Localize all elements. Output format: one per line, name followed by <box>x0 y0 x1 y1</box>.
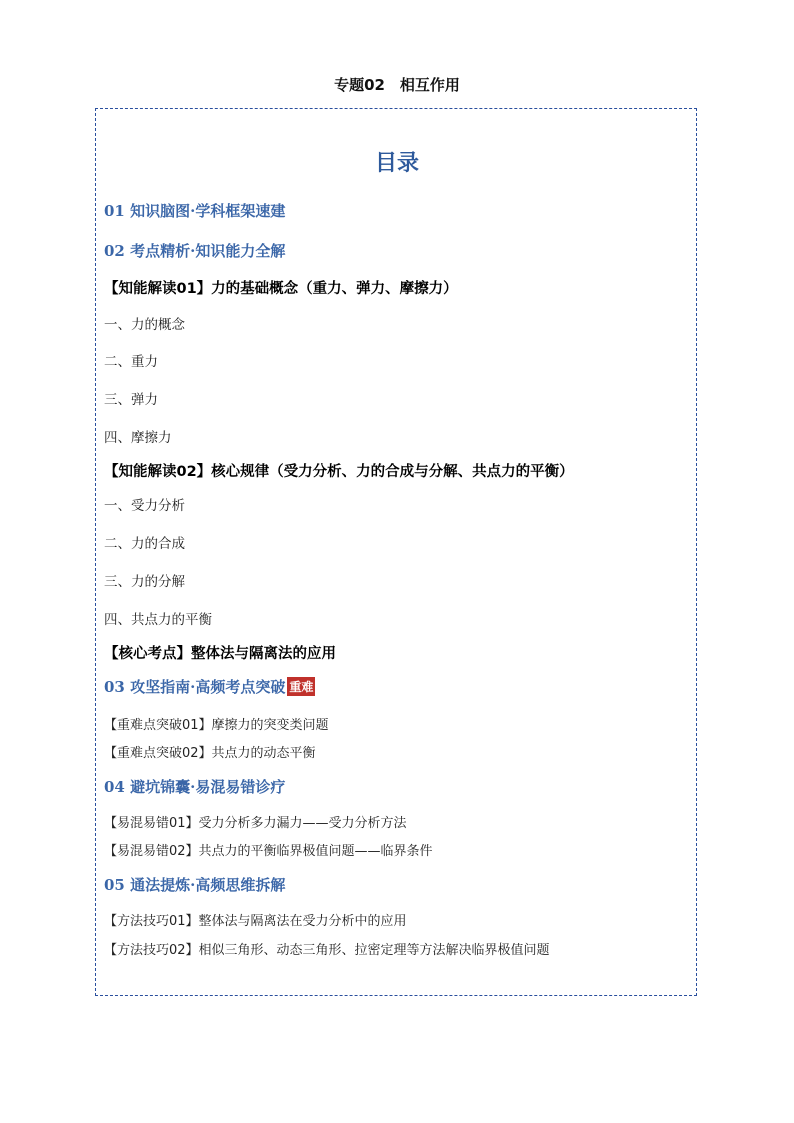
toc-item-pitfall-01[interactable]: 【易混易错01】受力分析多力漏力——受力分析方法 <box>104 816 407 831</box>
difficulty-badge: 重难 <box>287 677 315 696</box>
toc-entry-core-point[interactable]: 【核心考点】整体法与隔离法的应用 <box>104 646 336 662</box>
toc-section-03-label: 03 攻坚指南·高频考点突破 <box>104 678 286 696</box>
toc-item-force-analysis[interactable]: 一、受力分析 <box>104 498 185 514</box>
toc-heading: 目录 <box>374 151 419 176</box>
toc-item-friction[interactable]: 四、摩擦力 <box>104 430 172 446</box>
toc-item-elastic-force[interactable]: 三、弹力 <box>104 392 158 408</box>
toc-section-01[interactable]: 01 知识脑图·学科框架速建 <box>104 202 286 220</box>
toc-item-breakthrough-02[interactable]: 【重难点突破02】共点力的动态平衡 <box>104 746 316 761</box>
document-title: 专题02 相互作用 <box>334 76 460 94</box>
toc-entry-knowledge-02[interactable]: 【知能解读02】核心规律（受力分析、力的合成与分解、共点力的平衡） <box>104 464 574 480</box>
toc-section-05[interactable]: 05 通法提炼·高频思维拆解 <box>104 876 286 894</box>
toc-section-04[interactable]: 04 避坑锦囊·易混易错诊疗 <box>104 778 286 796</box>
toc-item-pitfall-02[interactable]: 【易混易错02】共点力的平衡临界极值问题——临界条件 <box>104 844 433 859</box>
toc-item-force-decomposition[interactable]: 三、力的分解 <box>104 574 185 590</box>
toc-item-breakthrough-01[interactable]: 【重难点突破01】摩擦力的突变类问题 <box>104 718 329 733</box>
toc-section-03[interactable] <box>104 676 315 697</box>
toc-item-method-02[interactable]: 【方法技巧02】相似三角形、动态三角形、拉密定理等方法解决临界极值问题 <box>104 943 550 958</box>
toc-item-force-composition[interactable]: 二、力的合成 <box>104 536 185 552</box>
toc-item-force-concept[interactable]: 一、力的概念 <box>104 317 185 333</box>
toc-entry-knowledge-01[interactable]: 【知能解读01】力的基础概念（重力、弹力、摩擦力） <box>104 281 458 297</box>
toc-item-gravity[interactable]: 二、重力 <box>104 354 158 370</box>
toc-item-equilibrium[interactable]: 四、共点力的平衡 <box>104 612 212 628</box>
toc-item-method-01[interactable]: 【方法技巧01】整体法与隔离法在受力分析中的应用 <box>104 914 407 929</box>
toc-section-02[interactable]: 02 考点精析·知识能力全解 <box>104 242 286 260</box>
